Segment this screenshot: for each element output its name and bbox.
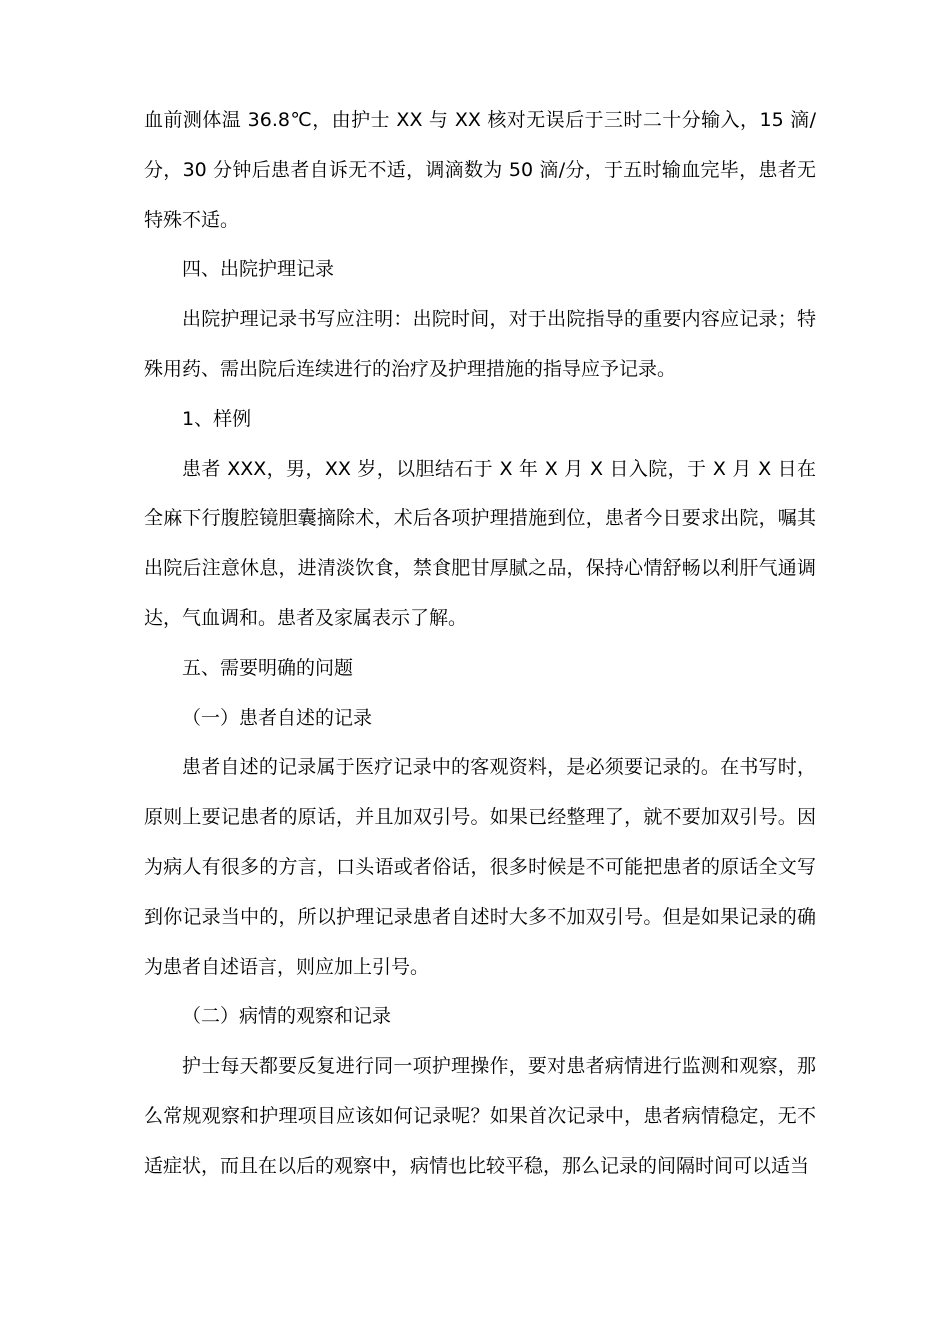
paragraph-observation: 护士每天都要反复进行同一项护理操作，要对患者病情进行监测和观察，那么常规观察和护理项目应该如何记录呢？如果首次记录中，患者病情稳定，无不适症状，而且在以后的观察中，病情也比较平稳，那么记录的间隔时间可以适当: [144, 1055, 816, 1177]
paragraph-discharge-example: 患者 XXX，男，XX 岁，以胆结石于 X 年 X 月 X 日入院，于 X 月 X 日在全麻下行腹腔镜胆囊摘除术，术后各项护理措施到位，患者今日要求出院，嘱其出院后注意休息，进清淡饮食，禁食肥甘厚腻之品，保持心情舒畅以利肝气通调达，气血调和。患者及家属表示了解。: [144, 457, 816, 629]
paragraph-discharge-requirements: 出院护理记录书写应注明：出院时间，对于出院指导的重要内容应记录；特殊用药、需出院后连续进行的治疗及护理措施的指导应予记录。: [144, 308, 816, 380]
subheading-example: 1、样例: [182, 407, 252, 430]
paragraph-patient-statements: 患者自述的记录属于医疗记录中的客观资料，是必须要记录的。在书写时，原则上要记患者的原话，并且加双引号。如果已经整理了，就不要加双引号。因为病人有很多的方言，口头语或者俗话，很多时候是不可能把患者的原话全文写到你记录当中的，所以护理记录患者自述时大多不加双引号。但是如果记录的确为患者自述语言，则应加上引号。: [144, 756, 816, 978]
document-page: [144, 96, 816, 1192]
subheading-patient-statements: （一）患者自述的记录: [182, 706, 373, 729]
subheading-observation: （二）病情的观察和记录: [182, 1005, 392, 1028]
section-heading-issues: 五、需要明确的问题: [182, 656, 354, 679]
paragraph-transfusion-continued: 血前测体温 36.8℃，由护士 XX 与 XX 核对无误后于三时二十分输入，15 滴/分，30 分钟后患者自诉无不适，调滴数为 50 滴/分，于五时输血完毕，患者无特殊不适。: [144, 109, 816, 231]
section-heading-discharge-record: 四、出院护理记录: [182, 258, 335, 281]
